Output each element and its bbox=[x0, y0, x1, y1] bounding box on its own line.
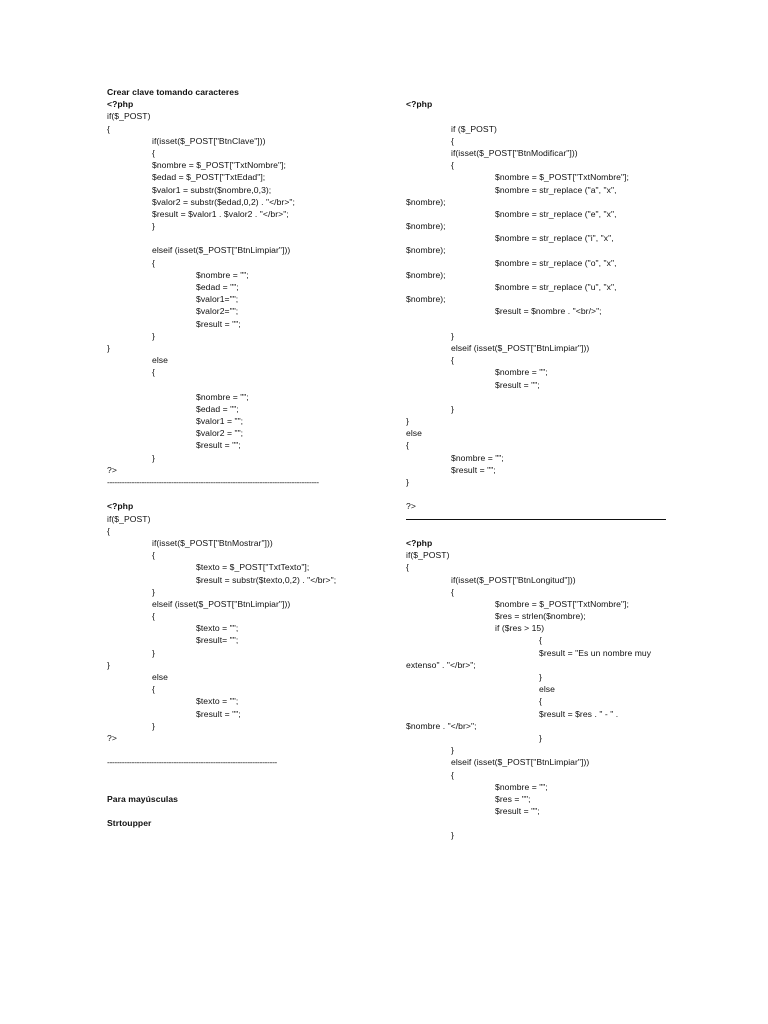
left-code-line: $result = ""; bbox=[196, 318, 241, 329]
right-code-line: } bbox=[539, 672, 542, 682]
right-code-line: $nombre); bbox=[406, 269, 446, 280]
left-code-line: $valor1=""; bbox=[196, 294, 239, 305]
right-code-line: { bbox=[539, 696, 542, 707]
blank-line bbox=[406, 86, 666, 98]
right-code-line: { bbox=[406, 440, 409, 451]
left-code-line: Strtoupper bbox=[107, 818, 152, 829]
left-code-line: $valor2 = substr($edad,0,2) . "</br>"; bbox=[152, 196, 295, 207]
blank-line bbox=[107, 769, 365, 781]
right-code-line: } bbox=[406, 416, 409, 427]
blank-line bbox=[107, 488, 365, 500]
left-code-line: } bbox=[152, 647, 155, 658]
right-code-line: { bbox=[539, 635, 542, 646]
right-code-line: $nombre = str_replace ("u", "x", bbox=[495, 282, 617, 292]
left-code-line: <?php bbox=[107, 99, 134, 110]
right-code-line: } bbox=[539, 732, 542, 743]
left-code-line: { bbox=[152, 611, 155, 622]
right-code-line: $nombre); bbox=[406, 294, 446, 305]
blank-line bbox=[406, 110, 666, 122]
left-code-line: { bbox=[152, 257, 155, 268]
left-code-line: $edad = ""; bbox=[196, 282, 239, 292]
left-code-line: $texto = ""; bbox=[196, 696, 239, 707]
right-code-line: if ($res > 15) bbox=[495, 623, 545, 634]
blank-line bbox=[107, 379, 365, 391]
left-code-line: $nombre = $_POST["TxtNombre"]; bbox=[152, 160, 286, 171]
left-code-line: $valor2=""; bbox=[196, 306, 239, 317]
blank-line bbox=[107, 781, 365, 793]
right-code-line: $result = "Es un nombre muy bbox=[539, 647, 652, 658]
right-code-column bbox=[406, 86, 666, 842]
left-code-line: $result = ""; bbox=[196, 440, 241, 451]
right-code-line: <?php bbox=[406, 537, 433, 548]
right-code-line: $nombre = str_replace ("e", "x", bbox=[495, 208, 617, 219]
right-code-line: $res = strlen($nombre); bbox=[495, 611, 586, 622]
left-code-line: } bbox=[152, 720, 155, 731]
right-code-line: } bbox=[451, 403, 454, 414]
right-code-line: { bbox=[451, 355, 454, 366]
left-code-line: ?> bbox=[107, 732, 117, 743]
horizontal-rule bbox=[406, 513, 666, 525]
left-code-line: { bbox=[152, 684, 155, 695]
right-code-line: { bbox=[451, 135, 454, 146]
right-code-line: if(isset($_POST["BtnLongitud"])) bbox=[451, 574, 576, 585]
right-code-line: else bbox=[539, 684, 555, 695]
left-code-line: $texto = $_POST["TxtTexto"]; bbox=[196, 562, 310, 573]
left-code-line: elseif (isset($_POST["BtnLimpiar"])) bbox=[152, 598, 291, 609]
right-code-line: $result = $res . " - " . bbox=[539, 708, 619, 719]
blank-line bbox=[406, 525, 666, 537]
right-code-line: } bbox=[451, 330, 454, 341]
right-code-line: $nombre = str_replace ("o", "x", bbox=[495, 257, 617, 268]
blank-line bbox=[406, 318, 666, 330]
left-code-line: $edad = $_POST["TxtEdad"]; bbox=[152, 172, 266, 183]
right-code-line: } bbox=[406, 477, 409, 487]
left-code-line: { bbox=[152, 367, 155, 378]
right-code-line: <?php bbox=[406, 99, 433, 110]
left-code-line: } bbox=[152, 452, 155, 463]
right-code-line: ?> bbox=[406, 501, 416, 512]
left-code-line: $nombre = ""; bbox=[196, 269, 249, 280]
left-code-line: $texto = ""; bbox=[196, 623, 239, 634]
right-code-line: else bbox=[406, 428, 422, 439]
left-code-line: Crear clave tomando caracteres bbox=[107, 87, 239, 97]
right-code-line: $nombre = ""; bbox=[451, 452, 504, 463]
left-code-line: elseif (isset($_POST["BtnLimpiar"])) bbox=[152, 245, 291, 256]
right-code-line: $result = ""; bbox=[451, 464, 496, 475]
right-code-line: { bbox=[451, 586, 454, 597]
right-code-line: $nombre = $_POST["TxtNombre"]; bbox=[495, 172, 629, 183]
right-code-line: elseif (isset($_POST["BtnLimpiar"])) bbox=[451, 342, 590, 353]
right-code-line: $nombre); bbox=[406, 245, 446, 256]
blank-line bbox=[107, 744, 365, 756]
left-code-line: { bbox=[152, 147, 155, 158]
right-code-line: elseif (isset($_POST["BtnLimpiar"])) bbox=[451, 757, 590, 768]
right-code-line: } bbox=[451, 830, 454, 841]
separator-dashes: --------------------------------------------------------------------- bbox=[107, 757, 277, 768]
left-code-line: } bbox=[152, 221, 155, 232]
left-code-column bbox=[107, 86, 365, 829]
right-code-line: { bbox=[451, 160, 454, 171]
left-code-line: if($_POST) bbox=[107, 111, 151, 122]
right-code-line: $nombre = $_POST["TxtNombre"]; bbox=[495, 598, 629, 609]
right-code-line: extenso" . "</br>"; bbox=[406, 659, 476, 670]
left-code-line: $result= ""; bbox=[196, 635, 239, 646]
left-code-line: $result = ""; bbox=[196, 708, 241, 719]
right-code-line: $nombre); bbox=[406, 196, 446, 207]
left-code-line: ?> bbox=[107, 464, 117, 475]
left-code-line: } bbox=[152, 330, 155, 341]
left-code-line: $result = substr($texto,0,2) . "</br>"; bbox=[196, 574, 337, 585]
left-code-line: } bbox=[152, 586, 155, 597]
left-code-line: if(isset($_POST["BtnMostrar"])) bbox=[152, 537, 273, 548]
left-code-line: { bbox=[107, 123, 110, 134]
right-code-line: $nombre = ""; bbox=[495, 367, 548, 378]
left-code-line: } bbox=[107, 659, 110, 670]
left-code-line: if(isset($_POST["BtnClave"])) bbox=[152, 135, 266, 146]
left-code-line: $nombre = ""; bbox=[196, 391, 249, 402]
separator-dashes: -------------------------------------------------------------------------------------- bbox=[107, 477, 319, 487]
right-code-line: $nombre . "</br>"; bbox=[406, 720, 477, 731]
right-code-line: { bbox=[451, 769, 454, 780]
right-code-line: if ($_POST) bbox=[451, 123, 497, 134]
right-code-line: $result = $nombre . "<br/>"; bbox=[495, 306, 602, 317]
blank-line bbox=[406, 817, 666, 829]
left-code-line: { bbox=[107, 525, 110, 536]
left-code-line: <?php bbox=[107, 501, 134, 512]
blank-line bbox=[107, 232, 365, 244]
right-code-line: $res = ""; bbox=[495, 793, 531, 804]
right-code-line: $result = ""; bbox=[495, 806, 540, 817]
right-code-line: $nombre = str_replace ("a", "x", bbox=[495, 184, 617, 195]
right-code-line: { bbox=[406, 562, 409, 573]
right-code-line: $result = ""; bbox=[495, 379, 540, 390]
left-code-line: $edad = ""; bbox=[196, 403, 239, 414]
left-code-line: else bbox=[152, 355, 168, 366]
blank-line bbox=[107, 805, 365, 817]
left-code-line: Para mayúsculas bbox=[107, 793, 178, 804]
right-code-line: if(isset($_POST["BtnModificar"])) bbox=[451, 147, 578, 158]
right-code-line: $nombre = str_replace ("i", "x", bbox=[495, 233, 614, 244]
right-code-line: $nombre); bbox=[406, 221, 446, 232]
right-code-line: $nombre = ""; bbox=[495, 781, 548, 792]
left-code-line: $valor1 = substr($nombre,0,3); bbox=[152, 184, 272, 195]
left-code-line: if($_POST) bbox=[107, 513, 151, 524]
left-code-line: else bbox=[152, 672, 168, 682]
blank-line bbox=[406, 488, 666, 500]
left-code-line: $valor2 = ""; bbox=[196, 428, 244, 439]
left-code-line: { bbox=[152, 550, 155, 561]
right-code-line: } bbox=[451, 745, 454, 756]
left-code-line: $valor1 = ""; bbox=[196, 416, 244, 427]
blank-line bbox=[406, 391, 666, 403]
left-code-line: $result = $valor1 . $valor2 . "</br>"; bbox=[152, 208, 289, 219]
right-code-line: if($_POST) bbox=[406, 550, 450, 561]
left-code-line: } bbox=[107, 342, 110, 353]
